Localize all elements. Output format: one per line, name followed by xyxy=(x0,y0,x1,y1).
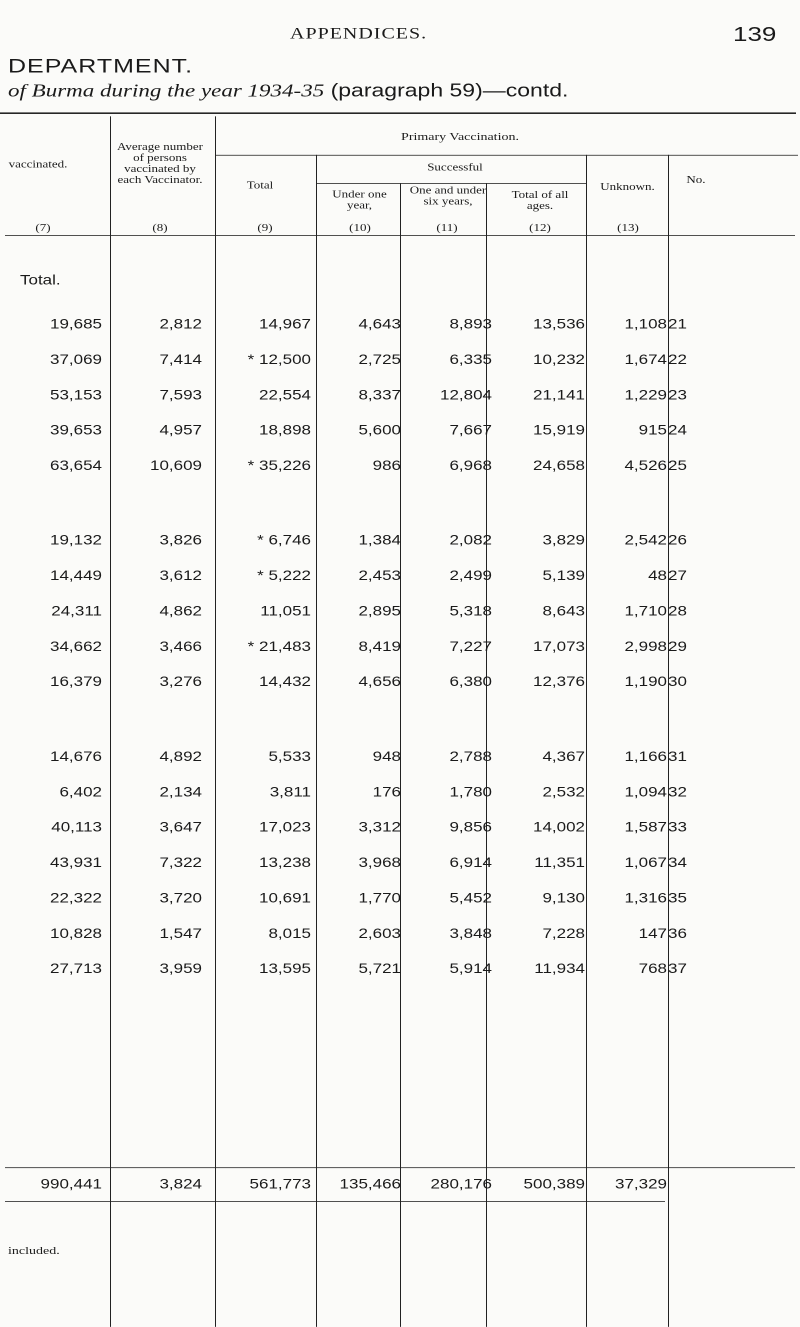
col-7-number: (7) xyxy=(35,221,51,234)
department-title: DEPARTMENT. xyxy=(8,55,194,78)
table-row xyxy=(0,674,800,698)
cell-c12: 11,934 xyxy=(534,961,585,977)
cell-c8: 2,812 xyxy=(159,316,202,332)
cell-c10: 5,721 xyxy=(358,961,401,977)
cell-c13: 1,190 xyxy=(624,674,667,690)
cell-no: 36 xyxy=(668,925,687,941)
cell-c8: 4,957 xyxy=(159,422,202,438)
cell-c10: 3,312 xyxy=(358,819,401,835)
table-row xyxy=(0,961,800,985)
cell-c8: 1,547 xyxy=(159,925,202,941)
footnote: included. xyxy=(8,1245,60,1257)
table-row xyxy=(0,926,800,950)
cell-c8: 3,276 xyxy=(159,674,202,690)
cell-c11: 2,082 xyxy=(449,532,492,548)
cell-no: 27 xyxy=(668,568,687,584)
cell-c11: 9,856 xyxy=(449,819,492,835)
col-no-header: No. xyxy=(686,173,706,186)
cell-c10: 176 xyxy=(372,784,401,800)
cell-c11: 1,780 xyxy=(449,784,492,800)
cell-c10: 5,600 xyxy=(358,422,401,438)
cell-c9: 11,051 xyxy=(260,603,311,619)
cell-c12: 8,643 xyxy=(542,603,585,619)
cell-c12: 7,228 xyxy=(542,925,585,941)
cell-c13: 1,166 xyxy=(624,749,667,765)
cell-c9: 5,533 xyxy=(268,749,311,765)
cell-no: 33 xyxy=(668,819,687,835)
cell-c9: 13,238 xyxy=(259,855,311,871)
cell-c11: 6,968 xyxy=(449,458,492,474)
cell-c10: 2,453 xyxy=(358,568,401,584)
table-row xyxy=(0,820,800,844)
table-row xyxy=(0,891,800,915)
cell-c9: * 35,226 xyxy=(247,458,311,474)
cell-c8: 3,720 xyxy=(159,890,202,906)
cell-c11: 2,788 xyxy=(449,749,492,765)
cell-c7: 19,685 xyxy=(50,316,102,332)
cell-no: 26 xyxy=(668,532,687,548)
running-title: APPENDICES. xyxy=(290,25,428,43)
cell-no: 37 xyxy=(668,961,687,977)
col-12-number: (12) xyxy=(529,221,551,234)
table-row xyxy=(0,533,800,557)
cell-c13: 1,674 xyxy=(624,352,667,368)
cell-c13: 2,542 xyxy=(624,532,667,548)
table-row xyxy=(0,458,800,482)
successful-header: Successful xyxy=(427,161,483,173)
cell-c8: 10,609 xyxy=(150,458,202,474)
cell-c9: 17,023 xyxy=(259,819,311,835)
cell-no: 24 xyxy=(668,422,687,438)
cell-c12: 10,232 xyxy=(533,352,585,368)
cell-c9: 8,015 xyxy=(268,925,311,941)
totals-bottom-rule xyxy=(5,1201,665,1202)
cell-c12: 9,130 xyxy=(542,890,585,906)
table-row xyxy=(0,423,800,447)
cell-c10: 2,895 xyxy=(358,603,401,619)
total-cell-c8: 3,824 xyxy=(159,1176,202,1192)
cell-c7: 39,653 xyxy=(50,422,102,438)
cell-c7: 24,311 xyxy=(51,603,102,619)
page-number: 139 xyxy=(733,22,777,46)
cell-c11: 2,499 xyxy=(449,568,492,584)
table-row xyxy=(0,855,800,879)
cell-c7: 16,379 xyxy=(50,674,102,690)
cell-c11: 3,848 xyxy=(449,925,492,941)
totals-top-rule xyxy=(5,1167,795,1168)
table-row xyxy=(0,568,800,592)
cell-c8: 4,892 xyxy=(159,749,202,765)
subtitle-italic: of Burma during the year 1934-35 xyxy=(8,80,325,101)
total-cell-c13: 37,329 xyxy=(615,1176,667,1192)
cell-c9: 18,898 xyxy=(259,422,311,438)
cell-c7: 34,662 xyxy=(50,639,102,655)
col-total-all-ages-header: Total of all ages. xyxy=(511,188,569,212)
cell-c9: * 6,746 xyxy=(257,532,311,548)
cell-c7: 6,402 xyxy=(59,784,102,800)
cell-c13: 1,094 xyxy=(624,784,667,800)
cell-c8: 7,414 xyxy=(159,352,202,368)
total-cell-c11: 280,176 xyxy=(430,1176,492,1192)
cell-c11: 6,380 xyxy=(449,674,492,690)
total-cell-c7: 990,441 xyxy=(40,1176,102,1192)
table-row xyxy=(0,604,800,628)
cell-c12: 17,073 xyxy=(533,639,585,655)
cell-c7: 14,449 xyxy=(50,568,102,584)
cell-c13: 1,710 xyxy=(624,603,667,619)
col-8-number: (8) xyxy=(152,221,168,234)
cell-c7: 43,931 xyxy=(50,855,102,871)
cell-c9: 14,967 xyxy=(259,316,311,332)
cell-c12: 13,536 xyxy=(533,316,585,332)
cell-c7: 10,828 xyxy=(50,925,102,941)
cell-no: 29 xyxy=(668,639,687,655)
cell-c9: * 21,483 xyxy=(247,639,311,655)
cell-c8: 7,593 xyxy=(159,387,202,403)
cell-c12: 24,658 xyxy=(533,458,585,474)
cell-c10: 2,603 xyxy=(358,925,401,941)
table-row xyxy=(0,784,800,808)
cell-no: 28 xyxy=(668,603,687,619)
cell-no: 22 xyxy=(668,352,687,368)
cell-c10: 1,770 xyxy=(358,890,401,906)
cell-c12: 12,376 xyxy=(533,674,585,690)
cell-c7: 53,153 xyxy=(50,387,102,403)
cell-c11: 7,227 xyxy=(449,639,492,655)
cell-c8: 7,322 xyxy=(159,855,202,871)
cell-c7: 37,069 xyxy=(50,352,102,368)
cell-c11: 12,804 xyxy=(440,387,492,403)
subtitle-plain: (paragraph 59)—contd. xyxy=(324,80,569,101)
cell-c9: * 5,222 xyxy=(257,568,311,584)
cell-c7: 27,713 xyxy=(50,961,102,977)
primary-vaccination-header: Primary Vaccination. xyxy=(401,131,519,144)
cell-no: 25 xyxy=(668,458,687,474)
cell-c12: 2,532 xyxy=(542,784,585,800)
cell-c8: 4,862 xyxy=(159,603,202,619)
col-13-number: (13) xyxy=(617,221,639,234)
total-cell-c9: 561,773 xyxy=(249,1176,311,1192)
totals-row xyxy=(0,1177,800,1201)
table-row xyxy=(0,639,800,663)
cell-c9: 14,432 xyxy=(259,674,311,690)
cell-c10: 2,725 xyxy=(358,352,401,368)
cell-c9: * 12,500 xyxy=(247,352,311,368)
cell-c13: 1,067 xyxy=(624,855,667,871)
col-average-header: Average number of persons vaccinated by each Vaccinator. xyxy=(116,140,204,186)
cell-c12: 14,002 xyxy=(533,819,585,835)
total-cell-c10: 135,466 xyxy=(339,1176,401,1192)
cell-c11: 6,914 xyxy=(449,855,492,871)
table-row xyxy=(0,749,800,773)
cell-c8: 3,826 xyxy=(159,532,202,548)
cell-no: 32 xyxy=(668,784,687,800)
cell-c13: 1,108 xyxy=(624,316,667,332)
cell-c11: 7,667 xyxy=(449,422,492,438)
cell-c11: 5,452 xyxy=(449,890,492,906)
cell-c11: 6,335 xyxy=(449,352,492,368)
cell-c11: 5,914 xyxy=(449,961,492,977)
cell-c13: 1,229 xyxy=(624,387,667,403)
cell-no: 34 xyxy=(668,855,687,871)
table-row xyxy=(0,317,800,341)
cell-c11: 8,893 xyxy=(449,316,492,332)
cell-c13: 4,526 xyxy=(624,458,667,474)
cell-c10: 948 xyxy=(372,749,401,765)
cell-c10: 1,384 xyxy=(358,532,401,548)
cell-c13: 1,587 xyxy=(624,819,667,835)
cell-c10: 986 xyxy=(372,458,401,474)
cell-c10: 3,968 xyxy=(358,855,401,871)
cell-c9: 3,811 xyxy=(269,784,311,800)
col-under-one-header: Under one year, xyxy=(332,187,387,211)
table-row xyxy=(0,388,800,412)
cell-c12: 15,919 xyxy=(533,422,585,438)
cell-c13: 768 xyxy=(638,961,667,977)
cell-c13: 1,316 xyxy=(624,890,667,906)
col-total-header: Total xyxy=(246,179,274,192)
cell-c7: 63,654 xyxy=(50,458,102,474)
cell-c11: 5,318 xyxy=(449,603,492,619)
cell-c12: 4,367 xyxy=(542,749,585,765)
col-9-number: (9) xyxy=(257,221,273,234)
cell-c9: 10,691 xyxy=(259,890,311,906)
cell-c8: 3,466 xyxy=(159,639,202,655)
cell-c13: 147 xyxy=(638,925,667,941)
cell-no: 30 xyxy=(668,674,687,690)
cell-c12: 21,141 xyxy=(533,387,585,403)
cell-no: 21 xyxy=(668,316,687,332)
cell-c7: 14,676 xyxy=(50,749,102,765)
col-unknown-header: Unknown. xyxy=(600,180,655,193)
col-one-to-six-header: One and under six years, xyxy=(409,183,487,207)
cell-c13: 48 xyxy=(648,568,667,584)
cell-no: 23 xyxy=(668,387,687,403)
total-section-label: Total. xyxy=(20,272,61,288)
table-row xyxy=(0,352,800,376)
cell-no: 31 xyxy=(668,749,687,765)
cell-c7: 22,322 xyxy=(50,890,102,906)
cell-c8: 3,959 xyxy=(159,961,202,977)
cell-no: 35 xyxy=(668,890,687,906)
cell-c12: 5,139 xyxy=(542,568,585,584)
cell-c7: 40,113 xyxy=(51,819,102,835)
cell-c13: 2,998 xyxy=(624,639,667,655)
cell-c9: 13,595 xyxy=(259,961,311,977)
col-11-number: (11) xyxy=(436,221,458,234)
cell-c8: 2,134 xyxy=(159,784,202,800)
cell-c7: 19,132 xyxy=(50,532,102,548)
cell-c10: 8,419 xyxy=(358,639,401,655)
cell-c10: 4,643 xyxy=(358,316,401,332)
cell-c9: 22,554 xyxy=(259,387,311,403)
cell-c10: 8,337 xyxy=(358,387,401,403)
col-vaccinated-header: vaccinated. xyxy=(8,157,68,170)
cell-c12: 11,351 xyxy=(534,855,585,871)
cell-c8: 3,612 xyxy=(159,568,202,584)
cell-c12: 3,829 xyxy=(542,532,585,548)
cell-c10: 4,656 xyxy=(358,674,401,690)
cell-c13: 915 xyxy=(638,422,667,438)
total-cell-c12: 500,389 xyxy=(523,1176,585,1192)
col-10-number: (10) xyxy=(349,221,371,234)
cell-c8: 3,647 xyxy=(159,819,202,835)
